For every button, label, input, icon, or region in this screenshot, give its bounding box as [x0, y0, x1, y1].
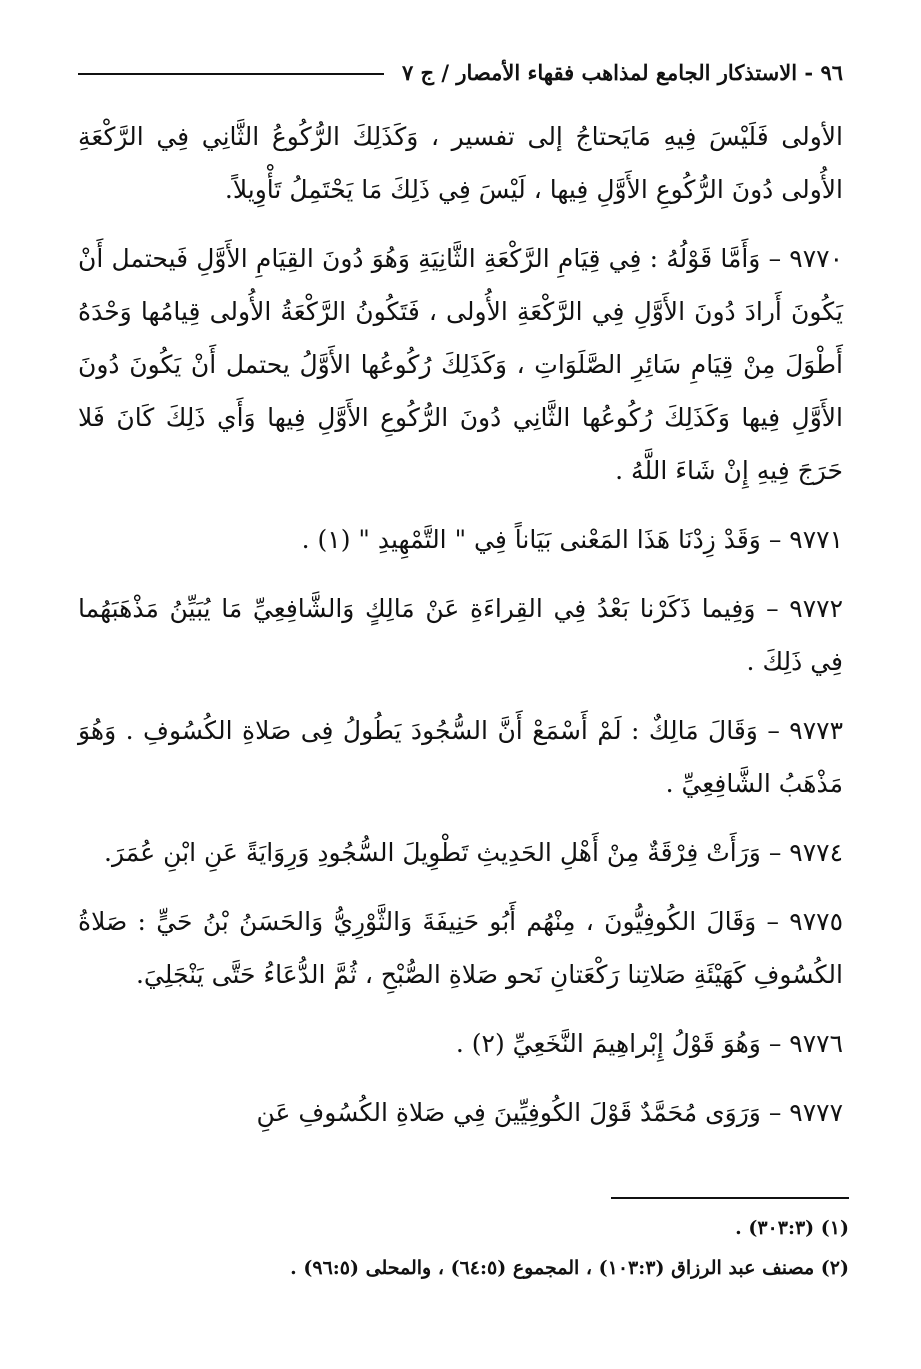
footnote-2: (٢) مصنف عبد الرزاق (١٠٣:٣) ، المجموع (٦٤:٥) ، والمحلى (٩٦:٥) . — [290, 1257, 849, 1279]
header-rule — [78, 73, 384, 75]
footnotes — [74, 1208, 849, 1288]
paragraph-continuation: الأولى فَلَيْسَ فِيهِ مَايَحتاجُ إلى تفسير ، وَكَذَلِكَ الرُّكُوعُ الثَّانِي فِي الرَّكْعَةِ الأُولى دُونَ الرُّكُوعِ الأَوَّلِ فِيها ، لَيْسَ فِي ذَلِكَ مَا يَحْتَمِلُ تَأْوِيلاً. — [78, 122, 843, 204]
paragraph-9772: ٩٧٧٢ – وَفِيما ذَكَرْنا بَعْدُ فِي القِراءَةِ عَنْ مَالِكٍ وَالشَّافِعِيِّ مَا يُبَيِّنُ مَذْهَبَهُما فِي ذَلِكَ . — [78, 594, 843, 676]
body-text — [78, 110, 843, 1155]
paragraph-9771: ٩٧٧١ – وَقَدْ زِدْنَا هَذَا المَعْنى بَيَاناً فِي " التَّمْهِيدِ " (١) . — [301, 525, 843, 554]
footnote-1: (١) (٣٠٣:٣) . — [735, 1217, 849, 1239]
paragraph-9776: ٩٧٧٦ – وَهُوَ قَوْلُ إِبْراهِيمَ النَّخَعِيِّ (٢) . — [455, 1029, 843, 1058]
paragraph-9777: ٩٧٧٧ – وَرَوَى مُحَمَّدٌ قَوْلَ الكُوفِيِّينَ فِي صَلاةِ الكُسُوفِ عَنِ — [256, 1098, 843, 1127]
paragraph-9770: ٩٧٧٠ – وَأَمَّا قَوْلُهُ : فِي قِيَامِ الرَّكْعَةِ الثَّانِيَةِ وَهُوَ دُونَ القِيَامِ الأَوَّلِ فَيحتمل أَنْ يَكُونَ أَرادَ دُونَ الأَوَّلِ فِي الرَّكْعَةِ الأُولى ، فَتَكُونُ الرَّكْعَةُ الأُولى قِيامُها وَحْدَهُ أَطْوَلَ مِنْ قِيَامِ سَائِرِ الصَّلَوَاتِ ، وَكَذَلِكَ رُكُوعُها الأَوَّلُ يحتمل أَنْ يَكُونَ دُونَ الأَوَّلِ فِيها وَكَذَلِكَ رُكُوعُها الثَّانِي دُونَ الرُّكُوعِ الأَوَّلِ فِيها وَأَي ذَلِكَ كَانَ فَلا حَرَجَ فِيهِ إِنْ شَاءَ اللَّهُ . — [78, 244, 843, 485]
running-header — [78, 52, 843, 92]
running-title: ٩٦ - الاستذكار الجامع لمذاهب فقهاء الأمصار / ج ٧ — [401, 59, 843, 85]
footnote-rule — [611, 1197, 849, 1199]
paragraph-9773: ٩٧٧٣ – وَقَالَ مَالِكٌ : لَمْ أَسْمَعْ أَنَّ السُّجُودَ يَطُولُ فِى صَلاةِ الكُسُوفِ . وَهُوَ مَذْهَبُ الشَّافِعِيِّ . — [78, 716, 843, 798]
paragraph-9774: ٩٧٧٤ – وَرَأَتْ فِرْقَةٌ مِنْ أَهْلِ الحَدِيثِ تَطْوِيلَ السُّجُودِ وَرِوَايَةً عَنِ ابْنِ عُمَرَ. — [104, 838, 843, 867]
paragraph-9775: ٩٧٧٥ – وَقَالَ الكُوفِيُّونَ ، مِنْهُم أَبُو حَنِيفَةَ وَالثَّوْرِيُّ وَالحَسَنُ بْنُ حَيٍّ : صَلاةُ الكُسُوفِ كَهَيْئَةِ صَلاتِنا رَكْعَتانِ نَحو صَلاةِ الصُّبْحِ ، ثُمَّ الدُّعَاءُ حَتَّى يَنْجَلِيَ. — [78, 907, 843, 989]
